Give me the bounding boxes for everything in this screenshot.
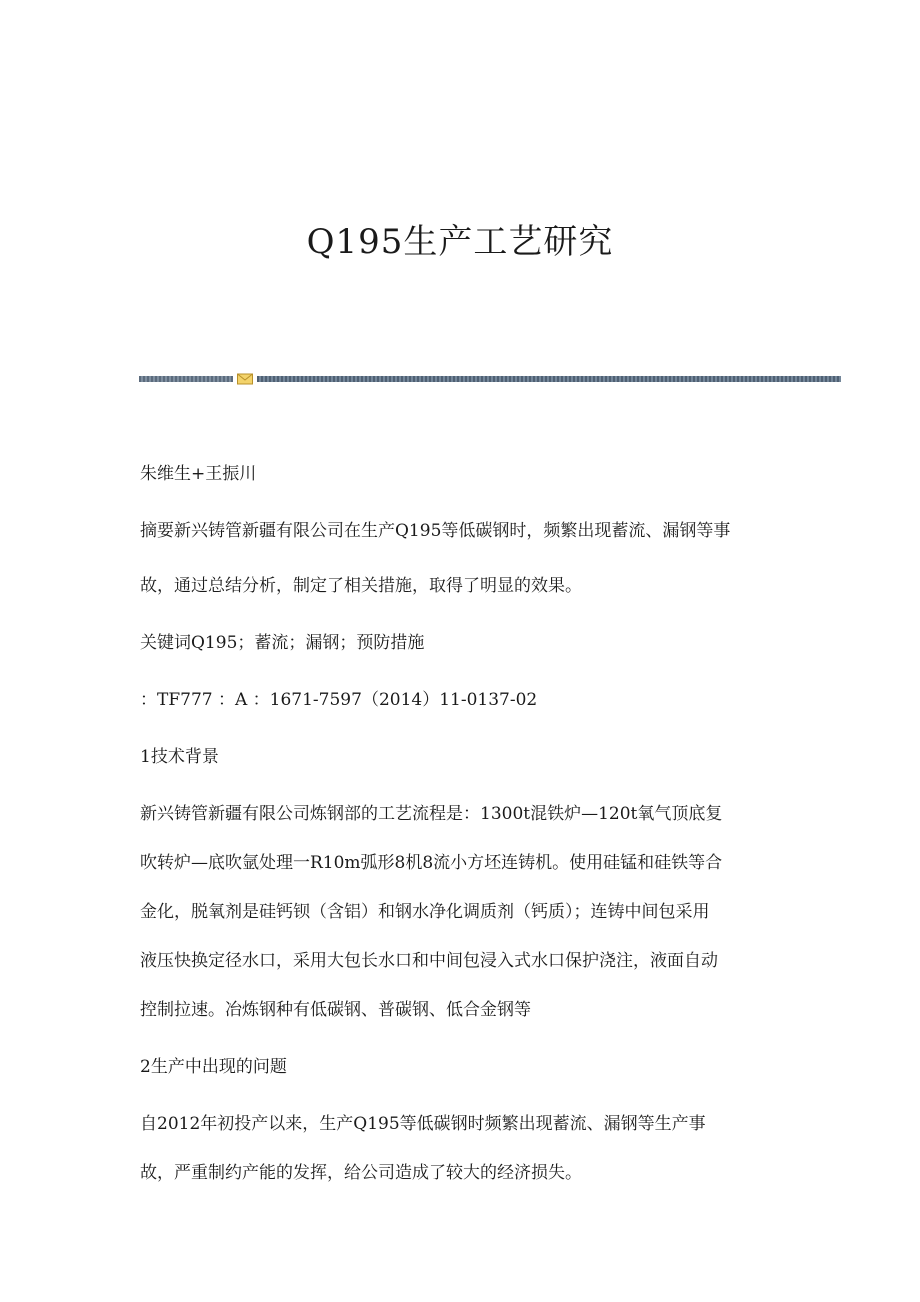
authors: 朱维生+王振川 [140,464,257,484]
keywords-paragraph [140,629,785,657]
section-1-line: 新兴铸管新疆有限公司炼钢部的工艺流程是：1300t混铁炉—120t氧气顶底复 [140,804,723,824]
section-2-line: 故，严重制约产能的发挥，给公司造成了较大的经济损失。 [140,1163,582,1183]
document-body [140,460,785,1187]
document-title: Q195生产工艺研究 [306,222,614,262]
title-divider [139,372,841,386]
section-2-line: 自2012年初投产以来，生产Q195等低碳钢时频繁出现蓄流、漏钢等生产事 [140,1114,706,1134]
section-2-body [140,1110,785,1187]
section-2-heading-paragraph [140,1053,785,1081]
section-1-line: 吹转炉—底吹氩处理一R10m弧形8机8流小方坯连铸机。使用硅锰和硅铁等合 [140,853,723,873]
classification-codes: ：TF777 ：A ：1671-7597（2014）11-0137-02 [140,690,538,710]
section-1-line: 控制拉速。冶炼钢种有低碳钢、普碳钢、低合金钢等 [140,1000,531,1020]
envelope-icon [237,373,253,385]
abstract-line: 故，通过总结分析，制定了相关措施，取得了明显的效果。 [140,576,582,596]
classification-paragraph [140,686,785,714]
keywords: 关键词Q195；蓄流；漏钢；预防措施 [140,633,425,653]
section-1-body [140,800,785,1024]
authors-line [140,460,785,488]
section-2-heading: 2生产中出现的问题 [140,1057,287,1077]
section-1-heading: 1技术背景 [140,747,219,767]
section-1-heading-paragraph [140,743,785,771]
section-1-line: 金化，脱氧剂是硅钙钡（含铝）和钢水净化调质剂（钙质）；连铸中间包采用 [140,902,710,922]
section-1-line: 液压快换定径水口，采用大包长水口和中间包浸入式水口保护浇注，液面自动 [140,951,718,971]
abstract-line: 摘要新兴铸管新疆有限公司在生产Q195等低碳钢时，频繁出现蓄流、漏钢等事 [140,521,731,541]
abstract-paragraph [140,517,785,600]
divider-bar-left [139,376,233,382]
divider-bar-right [257,376,841,382]
